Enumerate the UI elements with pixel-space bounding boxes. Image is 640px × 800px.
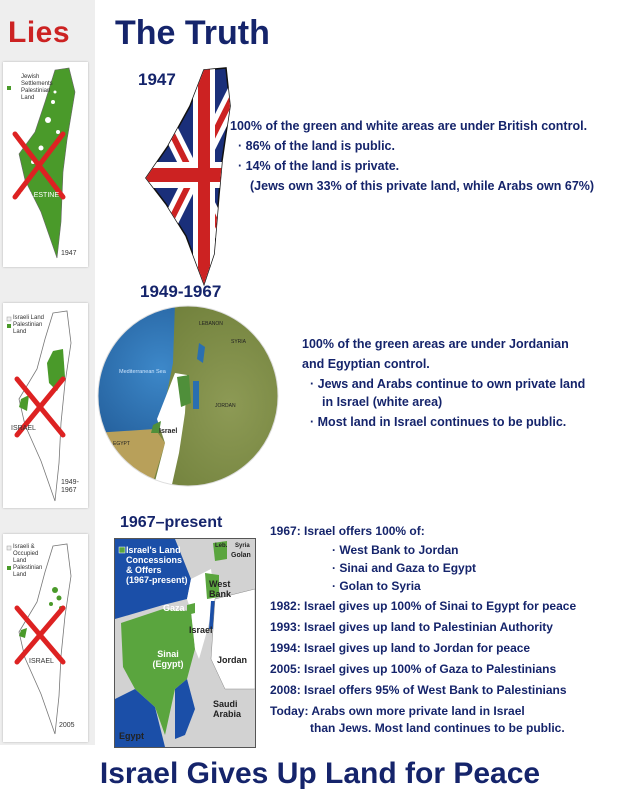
line-1967-1: 1967: Israel offers 100% of: [270,524,425,538]
saudi-label: Saudi Arabia [213,699,242,719]
lie-map-legend: Jewish Settlements Palestinian Land [21,74,53,101]
lies-heading: Lies [8,16,71,49]
concessions-map [114,538,256,748]
sinai-label: Sinai (Egypt) [152,649,184,669]
syria-label: SYRIA [231,339,247,345]
line-1967-8: 2005: Israel gives up 100% of Gaza to Palestinians [270,662,557,676]
golan-label: Golan [231,552,251,559]
line-1967-11: than Jews. Most land continues to be public. [310,721,565,735]
line-1967-3: · Sinai and Gaza to Egypt [270,561,576,576]
west-bank-label: West Bank [209,579,232,599]
israel-label: Israel [189,625,213,635]
lie-map-label: ISRAEL [29,658,54,665]
line-1967-2: · West Bank to Jordan [270,543,576,558]
line-1949-5: · Most land in Israel continues to be public. [302,414,585,430]
concessions-legend: Israel's Land Concessions & Offers (1967-present) [126,545,188,585]
line-1947-2: · 86% of the land is public. [230,138,594,154]
jordan-label: JORDAN [215,403,236,409]
year-1949-1967: 1949-1967 [140,282,222,301]
israel-label: Israel [159,428,178,435]
lie-map-1947 [3,62,88,267]
text-1949 [302,336,585,430]
line-1947-1: 100% of the green and white areas are under British control. [230,119,588,133]
line-1967-7: 1994: Israel gives up land to Jordan for peace [270,641,531,655]
text-1967 [270,524,576,736]
lie-map-date: 1949- 1967 [61,479,79,494]
lie-map-date: 1947 [61,250,77,257]
line-1967-4: · Golan to Syria [270,579,576,594]
line-1949-2: and Egyptian control. [302,357,430,371]
line-1947-3: · 14% of the land is private. [230,158,594,174]
lie-map-label: PALESTINE [21,192,59,199]
line-1967-9: 2008: Israel offers 95% of West Bank to Palestinians [270,683,567,697]
egypt-label: Egypt [119,731,145,741]
year-1967-present: 1967–present [120,514,223,531]
lie-map-legend: Israeli Land Palestinian Land [13,315,45,335]
sea-label: Mediterranean Sea [119,369,166,375]
lie-map-legend: Israeli & Occupied Land Palestinian Land [13,544,43,578]
truth-heading: The Truth [115,14,270,52]
lie-map-2005 [3,534,88,742]
line-1967-6: 1993: Israel gives up land to Palestinian Authority [270,620,553,634]
line-1967-5: 1982: Israel gives up 100% of Sinai to Egypt for peace [270,599,577,613]
footer-title: Israel Gives Up Land for Peace [99,757,541,790]
line-1949-3: · Jews and Arabs continue to own private land [302,376,585,392]
egypt-label: EGYPT [113,441,130,447]
lebanon-label: Leb. [215,543,228,549]
line-1947-4: (Jews own 33% of this private land, while Arabs own 67%) [250,179,595,193]
lie-map-date: 2005 [59,722,75,729]
line-1967-10: Today: Arabs own more private land in Israel [270,704,525,718]
lie-map-1949 [3,303,88,508]
line-1949-4: in Israel (white area) [322,395,443,409]
text-1947 [230,118,594,194]
region-globe-map [95,303,281,489]
jordan-label: Jordan [217,655,248,665]
line-1949-1: 100% of the green areas are under Jordanian [302,337,569,351]
lebanon-label: LEBANON [199,321,223,327]
gaza-label: Gaza [163,603,185,613]
year-1947: 1947 [138,70,176,89]
syria-label: Syria [235,543,250,549]
lie-map-label: ISRAEL [11,425,36,432]
